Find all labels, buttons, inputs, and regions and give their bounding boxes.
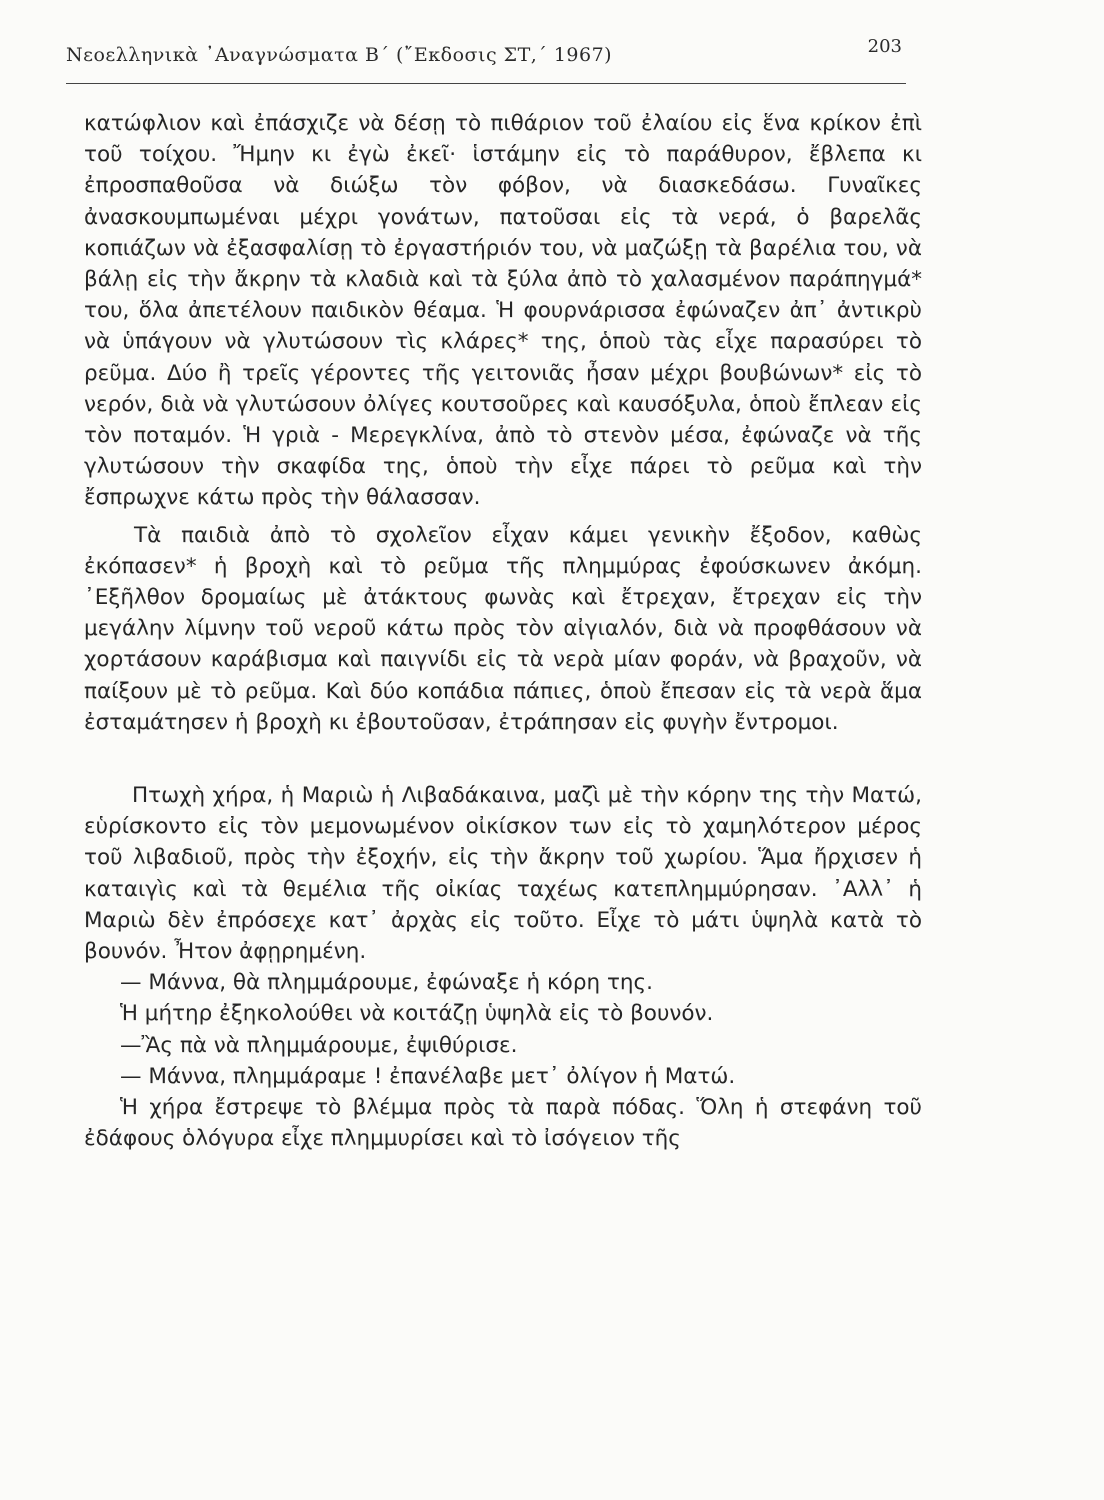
paragraph: Πτωχὴ χήρα, ἡ Μαριὼ ἡ Λιβαδάκαινα, μαζὶ μὲ τὴν κόρην της τὴν Ματώ, εὑρίσκοντο εἰς τὸν μεμονωμένον οἰκίσκον των εἰς τὸ χαμηλότερον μέρος τοῦ λιβαδιοῦ, πρὸς τὴν ἐξοχήν, εἰς τὴν ἄκρην τοῦ χωρίου. Ἅμα ἤρχισεν ἡ καταιγὶς καὶ τὰ θεμέλια τῆς οἰκίας ταχέως κατεπλημμύρησαν. ᾿Αλλ᾿ ἡ Μαριὼ δὲν ἐπρόσεχε κατ᾿ ἀρχὰς εἰς τοῦτο. Εἶχε τὸ μάτι ὑψηλὰ κατὰ τὸ βουνόν. Ἦτον ἀφῃρημένη. <box>84 783 922 965</box>
body-text <box>84 108 922 1155</box>
header-rule <box>66 83 906 84</box>
dialogue-line: —Ἂς πὰ νὰ πλημμάρουμε, ἐψιθύρισε. <box>120 1032 518 1058</box>
paragraph: κατώφλιον καὶ ἐπάσχιζε νὰ δέσῃ τὸ πιθάριον τοῦ ἐλαίου εἰς ἕνα κρίκον ἐπὶ τοῦ τοίχου. Ἤμην κι ἐγὼ ἐκεῖ· ἱστάμην εἰς τὸ παράθυρον, ἔβλεπα κι ἐπροσπαθοῦσα νὰ διώξω τὸν φόβον, νὰ διασκεδάσω. Γυναῖκες ἀνασκουμπωμέναι μέχρι γονάτων, πατοῦσαι εἰς τὰ νερά, ὁ βαρελᾶς κοπιάζων νὰ ἐξασφαλίσῃ τὸ ἐργαστήριόν του, νὰ μαζώξῃ τὰ βαρέλια του, νὰ βάλῃ εἰς τὴν ἄκρην τὰ κλαδιὰ καὶ τὰ ξύλα ἀπὸ τὸ χαλασμένον παράπηγμά* του, ὅλα ἀπετέλουν παιδικὸν θέαμα. Ἡ φουρνάρισσα ἐφώναζεν ἀπ᾿ ἀντικρὺ νὰ ὑπάγουν νὰ γλυτώσουν τὶς κλάρες* της, ὁποὺ τὰς εἶχε παρασύρει τὸ ρεῦμα. Δύο ἢ τρεῖς γέροντες τῆς γειτονιᾶς ἦσαν μέχρι βουβώνων* εἰς τὸ νερόν, διὰ νὰ γλυτώσουν ὀλίγες κουτσοῦρες καὶ καυσόξυλα, ὁποὺ ἔπλεαν εἰς τὸν ποταμόν. Ἡ γριὰ - Μερεγκλίνα, ἀπὸ τὸ στενὸν μέσα, ἐφώναζε νὰ τῆς γλυτώσουν τὴν σκαφίδα της, ὁποὺ τὴν εἶχε πάρει τὸ ρεῦμα καὶ τὴν ἔσπρωχνε κάτω πρὸς τὴν θάλασσαν. <box>84 111 922 511</box>
running-title: Νεοελληνικὰ ᾿Αναγνώσματα Β΄ (῎Εκδοσις ΣΤ,΄ 1967) <box>66 44 613 66</box>
paragraph: Ἡ χήρα ἔστρεψε τὸ βλέμμα πρὸς τὰ παρὰ πόδας. Ὅλη ἡ στεφάνη τοῦ ἐδάφους ὁλόγυρα εἶχε πλημμυρίσει καὶ τὸ ἰσόγειον τῆς <box>84 1095 922 1152</box>
dialogue-line: — Μάννα, πλημμάραμε ! ἐπανέλαβε μετ᾿ ὀλίγον ἡ Ματώ. <box>120 1063 736 1089</box>
page-number: 203 <box>867 36 902 57</box>
page-header <box>66 36 906 80</box>
dialogue-line: — Μάννα, θὰ πλημμάρουμε, ἐφώναξε ἡ κόρη της. <box>120 970 653 996</box>
paragraph: Τὰ παιδιὰ ἀπὸ τὸ σχολεῖον εἶχαν κάμει γενικὴν ἔξοδον, καθὼς ἐκόπασεν* ἡ βροχὴ καὶ τὸ ρεῦμα τῆς πλημμύρας ἐφούσκωνεν ἀκόμη. ᾿Εξῆλθον δρομαίως μὲ ἀτάκτους φωνὰς καὶ ἔτρεχαν, ἔτρεχαν εἰς τὴν μεγάλην λίμνην τοῦ νεροῦ κάτω πρὸς τὸν αἰγιαλόν, διὰ νὰ προφθάσουν νὰ χορτάσουν καράβισμα καὶ παιγνίδι εἰς τὰ νερὰ μίαν φοράν, νὰ βραχοῦν, νὰ παίξουν μὲ τὸ ρεῦμα. Καὶ δύο κοπάδια πάπιες, ὁποὺ ἔπεσαν εἰς τὰ νερὰ ἅμα ἐσταμάτησεν ἡ βροχὴ κι ἐβουτοῦσαν, ἐτράπησαν εἰς φυγὴν ἔντρομοι. <box>84 522 922 735</box>
dialogue-line: Ἡ μήτηρ ἐξηκολούθει νὰ κοιτάζῃ ὑψηλὰ εἰς τὸ βουνόν. <box>120 1001 714 1027</box>
